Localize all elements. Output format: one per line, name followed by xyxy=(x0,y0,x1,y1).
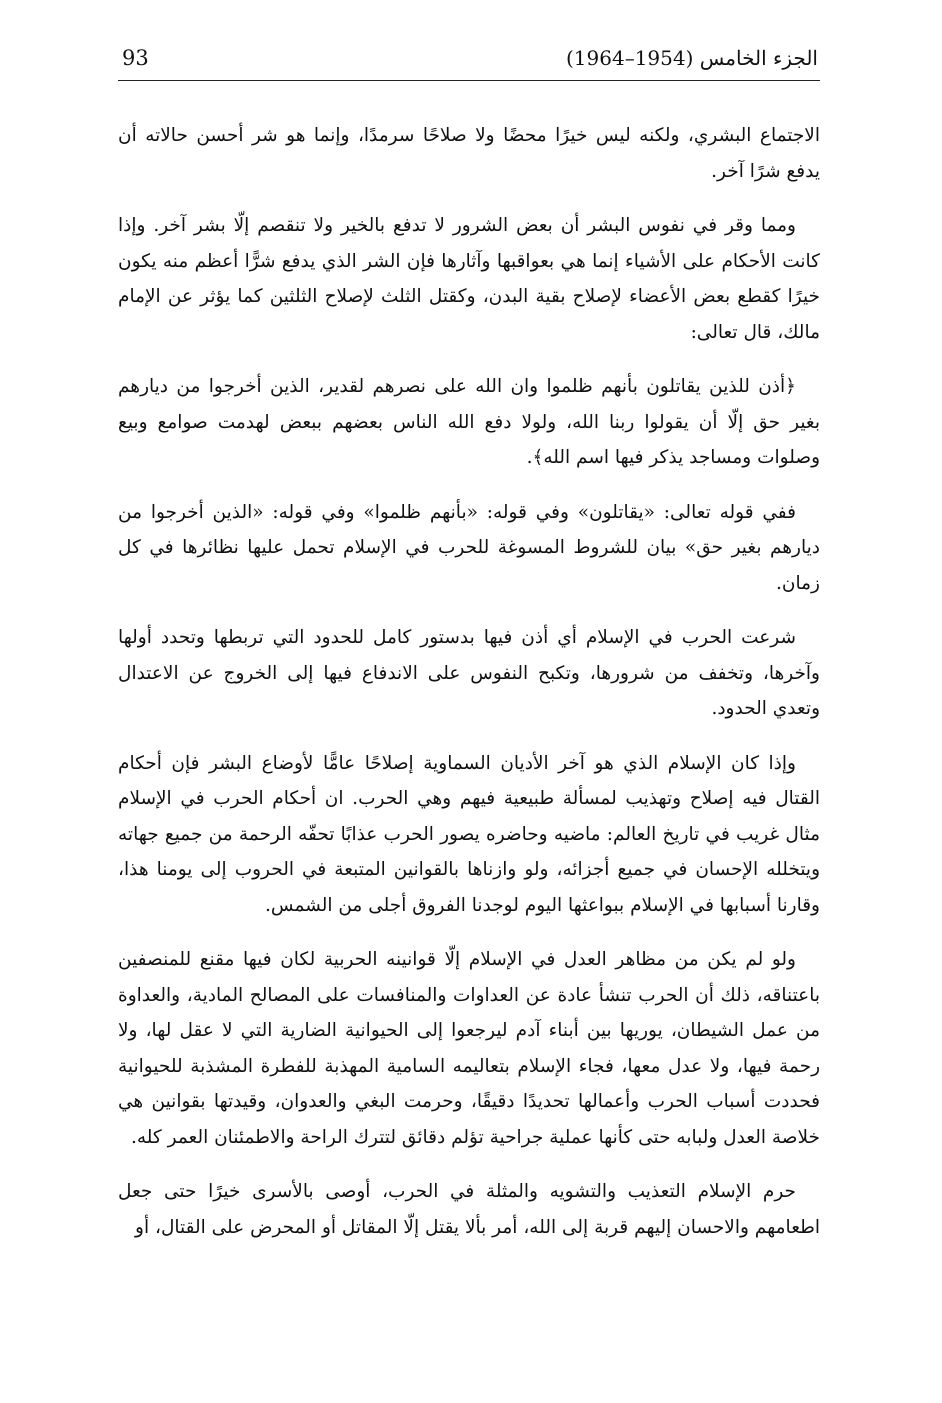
page-header xyxy=(118,40,820,81)
paragraph-6: وإذا كان الإسلام الذي هو آخر الأديان السماوية إصلاحًا عامًّا لأوضاع البشر فإن أحكام القتال فيه إصلاح وتهذيب لمسألة طبيعية فيهم وهي الحرب. ان أحكام الحرب في الإسلام مثال غريب في تاريخ العالم: ماضيه وحاضره يصور الحرب عذابًا تحفّه الرحمة من جميع جهاته ويتخلله الإحسان في جميع أجزائه، ولو وازناها بالقوانين المتبعة في الحروب إلى يومنا هذا، وقارنا أسبابها في الإسلام ببواعثها اليوم لوجدنا الفروق أجلى من الشمس. xyxy=(118,752,820,916)
paragraph-1: الاجتماع البشري، ولكنه ليس خيرًا محضًا ولا صلاحًا سرمدًا، وإنما هو شر أحسن حالاته أن يدفع شرًا آخر. xyxy=(118,125,820,182)
paragraph-8: حرم الإسلام التعذيب والتشويه والمثلة في الحرب، أوصى بالأسرى خيرًا حتى جعل اطعامهم والاحسان إليهم قربة إلى الله، أمر بألا يقتل إلّا المقاتل أو المحرض على القتال، أو xyxy=(118,1181,820,1238)
quran-verse-quote: ﴿أذن للذين يقاتلون بأنهم ظلموا وان الله على نصرهم لقدير، الذين أخرجوا من ديارهم بغير حق إلّا أن يقولوا ربنا الله، ولولا دفع الله الناس بعضهم ببعض لهدمت صوامع وبيع وصلوات ومساجد يذكر فيها اسم الله﴾. xyxy=(118,376,820,468)
running-title: الجزء الخامس (1954–1964) xyxy=(565,46,818,70)
paragraph-5: شرعت الحرب في الإسلام أي أذن فيها بدستور كامل للحدود التي تربطها وتحدد أولها وآخرها، وتخفف من شرورها، وتكبح النفوس على الاندفاع فيها إلى الخروج عن الاعتدال وتعدي الحدود. xyxy=(118,627,820,719)
body-text xyxy=(118,118,820,1264)
paragraph-4: ففي قوله تعالى: «يقاتلون» وفي قوله: «بأنهم ظلموا» وفي قوله: «الذين أخرجوا من ديارهم بغير حق» بيان للشروط المسوغة للحرب في الإسلام تحمل عليها نظائرها في كل زمان. xyxy=(118,501,820,594)
paragraph-2: ومما وقر في نفوس البشر أن بعض الشرور لا تدفع بالخير ولا تنقصم إلّا بشر آخر. وإذا كانت الأحكام على الأشياء إنما هي بعواقبها وآثارها فإن الشر الذي يدفع شرًّا أعظم منه يكون خيرًا كقطع بعض الأعضاء لإصلاح بقية البدن، وكقتل الثلث لإصلاح الثلثين كما يؤثر عن الإمام مالك، قال تعالى: xyxy=(118,215,820,343)
paragraph-7: ولو لم يكن من مظاهر العدل في الإسلام إلّا قوانينه الحربية لكان فيها مقنع للمنصفين باعتناقه، ذلك أن الحرب تنشأ عادة عن العداوات والمنافسات على المصالح المادية، والعداوة من عمل الشيطان، يوريها بين أبناء آدم ليرجعوا إلى الحيوانية الضارية التي لا عقل لها، ولا رحمة فيها، ولا عدل معها، فجاء الإسلام بتعاليمه السامية المهذبة للفطرة المشذبة للحيوانية فحددت أسباب الحرب وأعمالها تحديدًا دقيقًا، وحرمت البغي والعدوان، وقيدتها بقوانين هي خلاصة العدل ولبابه حتى كأنها عملية جراحية تؤلم دقائق لتترك الراحة والاطمئنان العمر كله. xyxy=(118,949,820,1148)
page-number: 93 xyxy=(122,46,149,70)
